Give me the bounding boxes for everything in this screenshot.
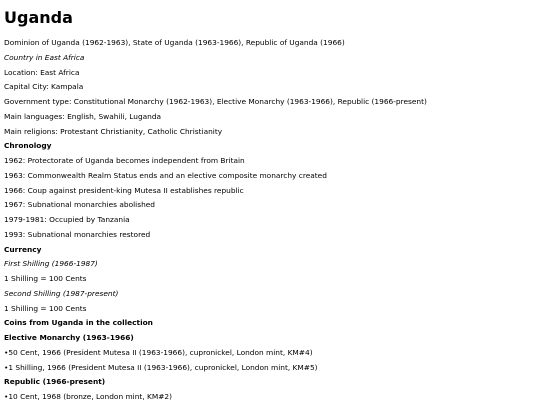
page-title: Uganda: [4, 8, 73, 27]
coins-heading: Coins from Uganda in the collection: [4, 318, 153, 328]
coin-list-item: •50 Cent, 1966 (President Mutesa II (1963-1966), cupronickel, London mint, KM#4): [4, 347, 313, 357]
chronology-entry: 1966: Coup against president-king Mutesa II establishes republic: [4, 185, 244, 195]
chronology-entry: 1967: Subnational monarchies abolished: [4, 200, 155, 210]
second-currency-rate: 1 Shilling = 100 Cents: [4, 303, 87, 313]
chronology-entry: 1962: Protectorate of Uganda becomes independent from Britain: [4, 156, 245, 165]
elective-monarchy-heading: Elective Monarchy (1963-1966): [4, 333, 134, 342]
coin-list-item: •10 Cent, 1968 (bronze, London mint, KM#2): [4, 392, 173, 401]
republic-heading: Republic (1966-present): [4, 377, 106, 387]
location-line: Location: East Africa: [4, 67, 80, 77]
chronology-entry: 1993: Subnational monarchies restored: [4, 229, 151, 239]
historical-names: Dominion of Uganda (1962-1963), State of Uganda (1963-1966), Republic of Uganda (1966): [4, 38, 345, 47]
chronology-heading: Chronology: [4, 141, 52, 151]
government-line: Government type: Constitutional Monarchy (1962-1963), Elective Monarchy (1963-1966), Republic (1966-present): [4, 97, 427, 106]
chronology-entry: 1979-1981: Occupied by Tanzania: [4, 215, 130, 224]
religions-line: Main religions: Protestant Christianity, Catholic Christianity: [4, 126, 223, 136]
capital-line: Capital City: Kampala: [4, 82, 84, 92]
chronology-entry: 1963: Commonwealth Realm Status ends and an elective composite monarchy created: [4, 170, 327, 180]
country-subtitle: Country in East Africa: [4, 52, 85, 62]
first-currency-name: First Shilling (1966-1987): [4, 259, 98, 269]
languages-line: Main languages: English, Swahili, Luganda: [4, 111, 162, 121]
coin-list-item: •1 Shilling, 1966 (President Mutesa II (1963-1966), cupronickel, London mint, KM#5): [4, 362, 318, 372]
second-currency-name: Second Shilling (1987-present): [4, 288, 119, 298]
currency-heading: Currency: [4, 244, 42, 254]
first-currency-rate: 1 Shilling = 100 Cents: [4, 274, 87, 283]
